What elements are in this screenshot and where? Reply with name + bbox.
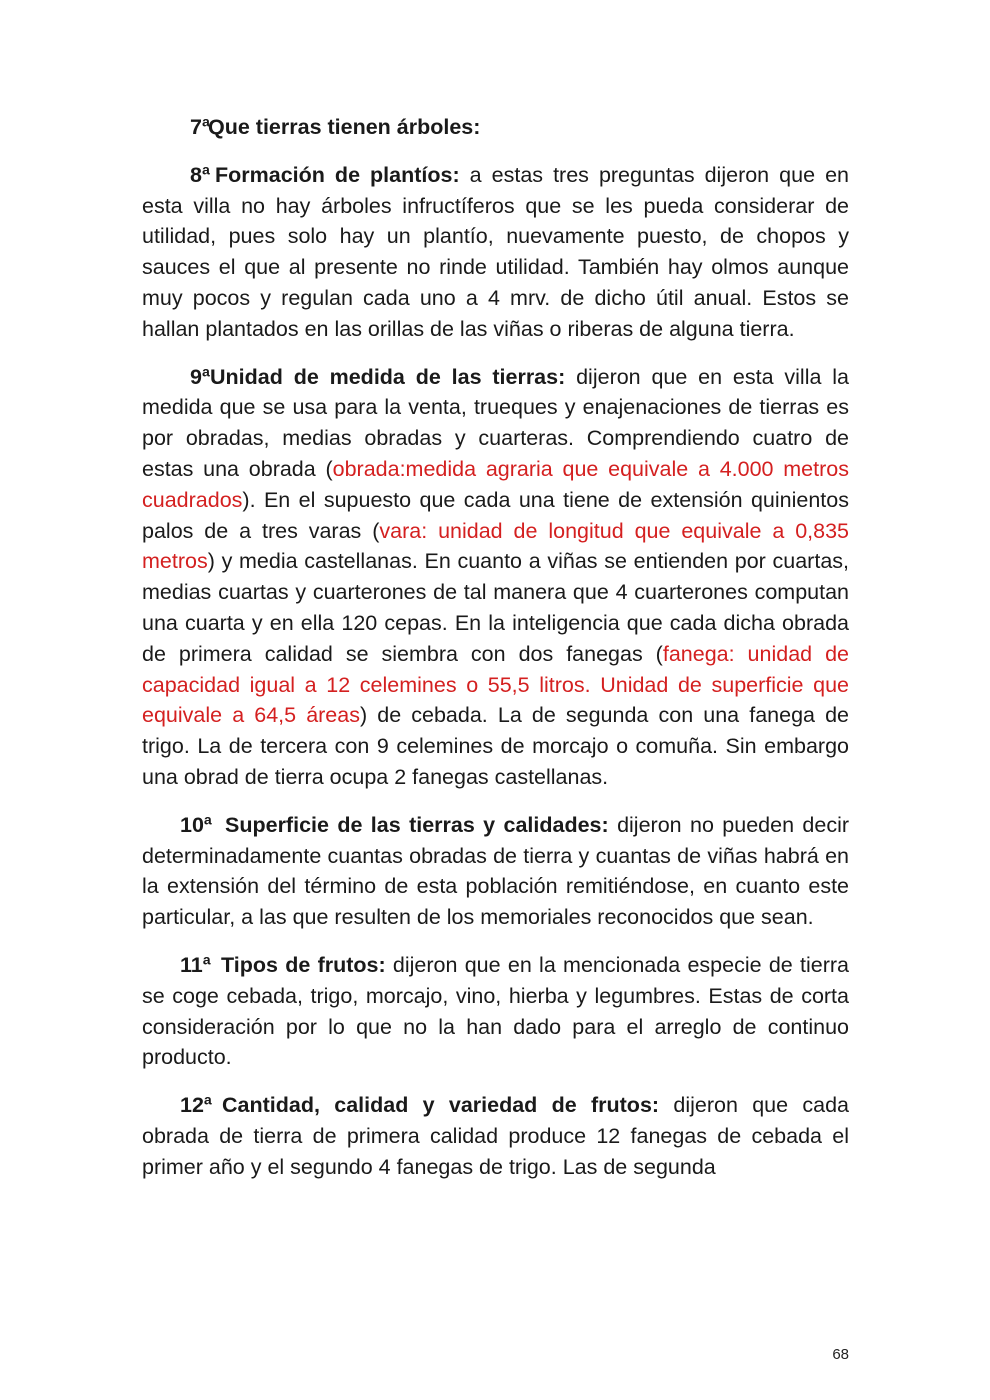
question-title: Que tierras tienen árboles: xyxy=(208,115,481,139)
question-7 xyxy=(142,112,849,143)
question-number: 7ª xyxy=(190,115,210,139)
question-title: Formación de plantíos: xyxy=(215,162,460,187)
question-text: ) de cebada. La de segunda con una fanega de trigo. La de tercera con 9 celemines de morcajo o comuña. Sin embargo una obrad de tierra ocupa 2 fanegas castellanas. xyxy=(142,703,849,789)
question-title: Unidad de medida de las tierras: xyxy=(210,364,566,389)
definition-note: obrada:medida agraria que equivale a 4.000 metros cuadrados xyxy=(142,456,849,512)
question-text: dijeron no pueden decir determinadamente cuantas obradas de tierra y cuantas de viñas habrá en la extensión del término de esta población remitiéndose, en cuanto este particular, a las que resulten de los memoriales reconocidos que sean. xyxy=(142,812,850,930)
page-number: 68 xyxy=(832,1346,849,1363)
question-number: 12ª xyxy=(180,1093,212,1118)
question-12 xyxy=(142,1090,849,1182)
document-body xyxy=(142,112,849,1200)
question-10 xyxy=(142,810,849,933)
question-number: 9ª xyxy=(190,364,210,389)
question-9 xyxy=(142,362,849,793)
question-11 xyxy=(142,950,849,1073)
question-text: ) y media castellanas. En cuanto a viñas se entienden por cuartas, medias cuartas y cuarterones de tal manera que 4 cuarterones computan una cuarta y en ella 120 cepas. En la inteligencia que cada dicha obrada de primera calidad se siembra con dos fanegas ( xyxy=(142,549,849,666)
question-number: 11ª xyxy=(180,952,211,977)
question-number: 10ª xyxy=(180,812,212,837)
question-title: Cantidad, calidad y variedad de frutos: xyxy=(222,1093,660,1118)
question-text: dijeron que en la mencionada especie de tierra se coge cebada, trigo, morcajo, vino, hierba y legumbres. Estas de corta consideración por lo que no la han dado para el arreglo de continuo producto. xyxy=(142,952,849,1070)
question-text: a estas tres preguntas dijeron que en esta villa no hay árboles infructíferos que se les pueda considerar de utilidad, pues solo hay un plantío, nuevamente puesto, de chopos y sauces el que al presente no rinde utilidad. También hay olmos aunque muy pocos y regulan cada uno a 4 mrv. de dicho útil anual. Estos se hallan plantados en las orillas de las viñas o riberas de alguna tierra. xyxy=(142,162,849,341)
question-text: dijeron que en esta villa la medida que se usa para la venta, trueques y enajenaciones de tierras es por obradas, medias obradas y cuarteras. Comprendiendo cuatro de estas una obrada ( xyxy=(142,364,849,481)
question-8 xyxy=(142,160,849,345)
definition-note: vara: unidad de longitud que equivale a 0,835 metros xyxy=(142,518,850,574)
question-text: dijeron que cada obrada de tierra de primera calidad produce 12 fanegas de cebada el primer año y el segundo 4 fanegas de trigo. Las de segunda xyxy=(142,1093,849,1179)
question-title: Tipos de frutos: xyxy=(221,952,386,977)
definition-note: fanega: unidad de capacidad igual a 12 celemines o 55,5 litros. Unidad de superficie que equivale a 64,5 áreas xyxy=(142,641,849,728)
question-number: 8ª xyxy=(190,162,210,187)
question-title: Superficie de las tierras y calidades: xyxy=(225,812,609,837)
question-text: ). En el supuesto que cada una tiene de extensión quinientos palos de a tres varas ( xyxy=(142,487,849,543)
